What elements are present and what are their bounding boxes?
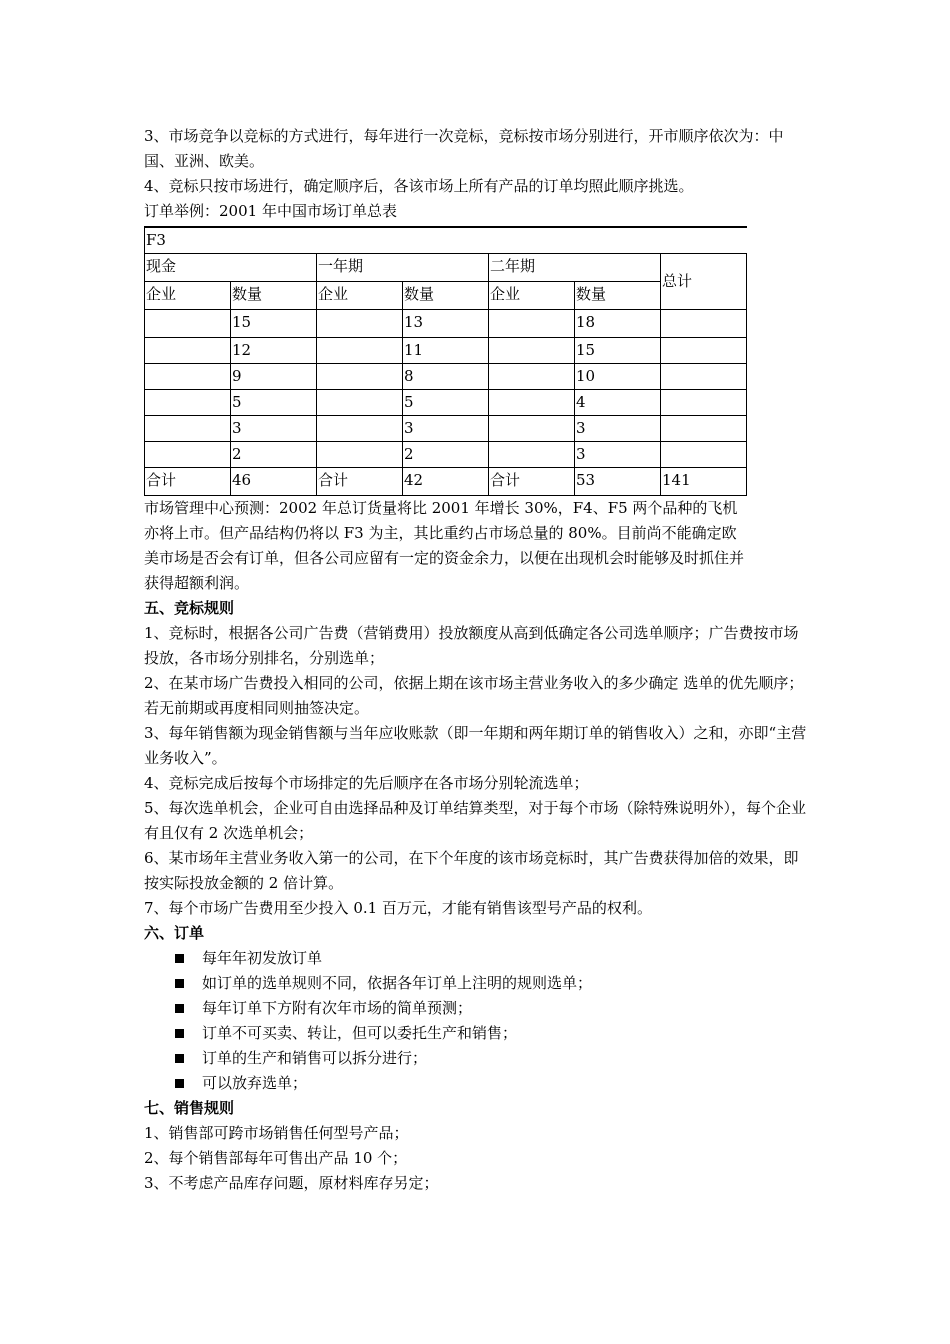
cell-qty-one-year: 11	[403, 338, 489, 364]
cell-company-two-year	[489, 310, 575, 338]
cell-row-total	[661, 442, 747, 468]
bullet-item: 如订单的选单规则不同，依据各年订单上注明的规则选单；	[174, 971, 810, 996]
column-header-company: 企业	[317, 282, 403, 310]
section-5-item: 5、每次选单机会，企业可自由选择品种及订单结算类型，对于每个市场（除特殊说明外），每个企业有且仅有 2 次选单机会；	[144, 799, 807, 842]
column-header-company: 企业	[145, 282, 231, 310]
section-5-item: 6、某市场年主营业务收入第一的公司，在下个年度的该市场竞标时，其广告费获得加倍的效果，即按实际投放金额的 2 倍计算。	[144, 849, 799, 892]
cell-qty-two-year: 4	[575, 390, 661, 416]
bullet-item: 每年年初发放订单	[174, 946, 810, 971]
paragraph-bidding-order: 4、竞标只按市场进行，确定顺序后，各该市场上所有产品的订单均照此顺序挑选。	[144, 177, 694, 195]
section-7-item: 3、不考虑产品库存问题，原材料库存另定；	[144, 1174, 439, 1192]
sum-label-two-year: 合计	[489, 468, 575, 496]
section-7-title: 七、销售规则	[144, 1099, 235, 1117]
sum-one-year: 42	[403, 468, 489, 496]
cell-company-cash	[145, 310, 231, 338]
group-header-cash: 现金	[145, 254, 317, 282]
cell-company-cash	[145, 442, 231, 468]
cell-row-total	[661, 310, 747, 338]
section-5-item: 7、每个市场广告费用至少投入 0.1 百万元，才能有销售该型号产品的权利。	[144, 899, 652, 917]
cell-qty-one-year: 8	[403, 364, 489, 390]
bullet-item: 可以放弃选单；	[174, 1071, 810, 1096]
sum-cash: 46	[231, 468, 317, 496]
cell-company-two-year	[489, 416, 575, 442]
cell-qty-cash: 3	[231, 416, 317, 442]
bullet-item: 订单的生产和销售可以拆分进行；	[174, 1046, 810, 1071]
cell-company-one-year	[317, 390, 403, 416]
cell-qty-one-year: 13	[403, 310, 489, 338]
section-5-item: 3、每年销售额为现金销售额与当年应收账款（即一年期和两年期订单的销售收入）之和，亦即“主营业务收入”。	[144, 724, 807, 767]
cell-qty-cash: 12	[231, 338, 317, 364]
table-row	[145, 338, 747, 364]
bullet-item: 订单不可买卖、转让，但可以委托生产和销售；	[174, 1021, 810, 1046]
cell-qty-one-year: 5	[403, 390, 489, 416]
column-header-company: 企业	[489, 282, 575, 310]
cell-company-two-year	[489, 442, 575, 468]
cell-row-total	[661, 338, 747, 364]
cell-qty-two-year: 3	[575, 416, 661, 442]
column-header-quantity: 数量	[231, 282, 317, 310]
cell-company-cash	[145, 416, 231, 442]
table-row	[145, 310, 747, 338]
cell-row-total	[661, 364, 747, 390]
paragraph-market-order: 3、市场竞争以竞标的方式进行，每年进行一次竞标，竞标按市场分别进行，开市顺序依次为：中国、亚洲、欧美。	[144, 127, 784, 170]
cell-row-total	[661, 416, 747, 442]
order-rows	[145, 310, 747, 468]
cell-company-one-year	[317, 310, 403, 338]
cell-company-one-year	[317, 364, 403, 390]
cell-company-cash	[145, 390, 231, 416]
product-label-cell: F3	[145, 227, 747, 254]
grand-total: 141	[661, 468, 747, 496]
cell-row-total	[661, 390, 747, 416]
cell-qty-cash: 2	[231, 442, 317, 468]
table-caption: 订单举例：2001 年中国市场订单总表	[144, 202, 397, 220]
order-summary-table	[144, 226, 747, 496]
section-5-title: 五、竞标规则	[144, 599, 235, 617]
table-row	[145, 442, 747, 468]
cell-qty-two-year: 3	[575, 442, 661, 468]
bullet-item: 每年订单下方附有次年市场的简单预测；	[174, 996, 810, 1021]
order-bullet-list	[144, 946, 810, 1096]
section-6-title: 六、订单	[144, 924, 205, 942]
market-forecast: 市场管理中心预测：2002 年总订货量将比 2001 年增长 30%，F4、F5 两个品种的飞机亦将上市。但产品结构仍将以 F3 为主，其比重约占市场总量的 80%。目前尚不能确定欧美市场是否会有订单，但各公司应留有一定的资金余力，以便在出现机会时能够及时抓住并获得超额利润。	[144, 499, 745, 592]
table-row	[145, 364, 747, 390]
column-header-quantity: 数量	[403, 282, 489, 310]
cell-qty-two-year: 15	[575, 338, 661, 364]
group-header-two-year: 二年期	[489, 254, 661, 282]
cell-company-two-year	[489, 390, 575, 416]
cell-qty-cash: 9	[231, 364, 317, 390]
cell-company-cash	[145, 338, 231, 364]
cell-qty-one-year: 2	[403, 442, 489, 468]
section-5-item: 4、竞标完成后按每个市场排定的先后顺序在各市场分别轮流选单；	[144, 774, 589, 792]
total-header: 总计	[661, 254, 747, 310]
cell-qty-cash: 15	[231, 310, 317, 338]
section-5-item: 1、竞标时，根据各公司广告费（营销费用）投放额度从高到低确定各公司选单顺序；广告费按市场投放，各市场分别排名，分别选单；	[144, 624, 799, 667]
cell-company-one-year	[317, 416, 403, 442]
cell-qty-two-year: 10	[575, 364, 661, 390]
cell-qty-two-year: 18	[575, 310, 661, 338]
sum-label-one-year: 合计	[317, 468, 403, 496]
sum-label-cash: 合计	[145, 468, 231, 496]
cell-company-cash	[145, 364, 231, 390]
table-row	[145, 390, 747, 416]
cell-qty-cash: 5	[231, 390, 317, 416]
section-7-item: 2、每个销售部每年可售出产品 10 个；	[144, 1149, 408, 1167]
group-header-one-year: 一年期	[317, 254, 489, 282]
section-5-item: 2、在某市场广告费投入相同的公司，依据上期在该市场主营业务收入的多少确定 选单的优先顺序；若无前期或再度相同则抽签决定。	[144, 674, 804, 717]
cell-company-one-year	[317, 338, 403, 364]
cell-company-two-year	[489, 364, 575, 390]
section-7-item: 1、销售部可跨市场销售任何型号产品；	[144, 1124, 409, 1142]
cell-qty-one-year: 3	[403, 416, 489, 442]
cell-company-one-year	[317, 442, 403, 468]
column-header-quantity: 数量	[575, 282, 661, 310]
sum-two-year: 53	[575, 468, 661, 496]
table-row	[145, 416, 747, 442]
document-page	[144, 124, 810, 1196]
cell-company-two-year	[489, 338, 575, 364]
